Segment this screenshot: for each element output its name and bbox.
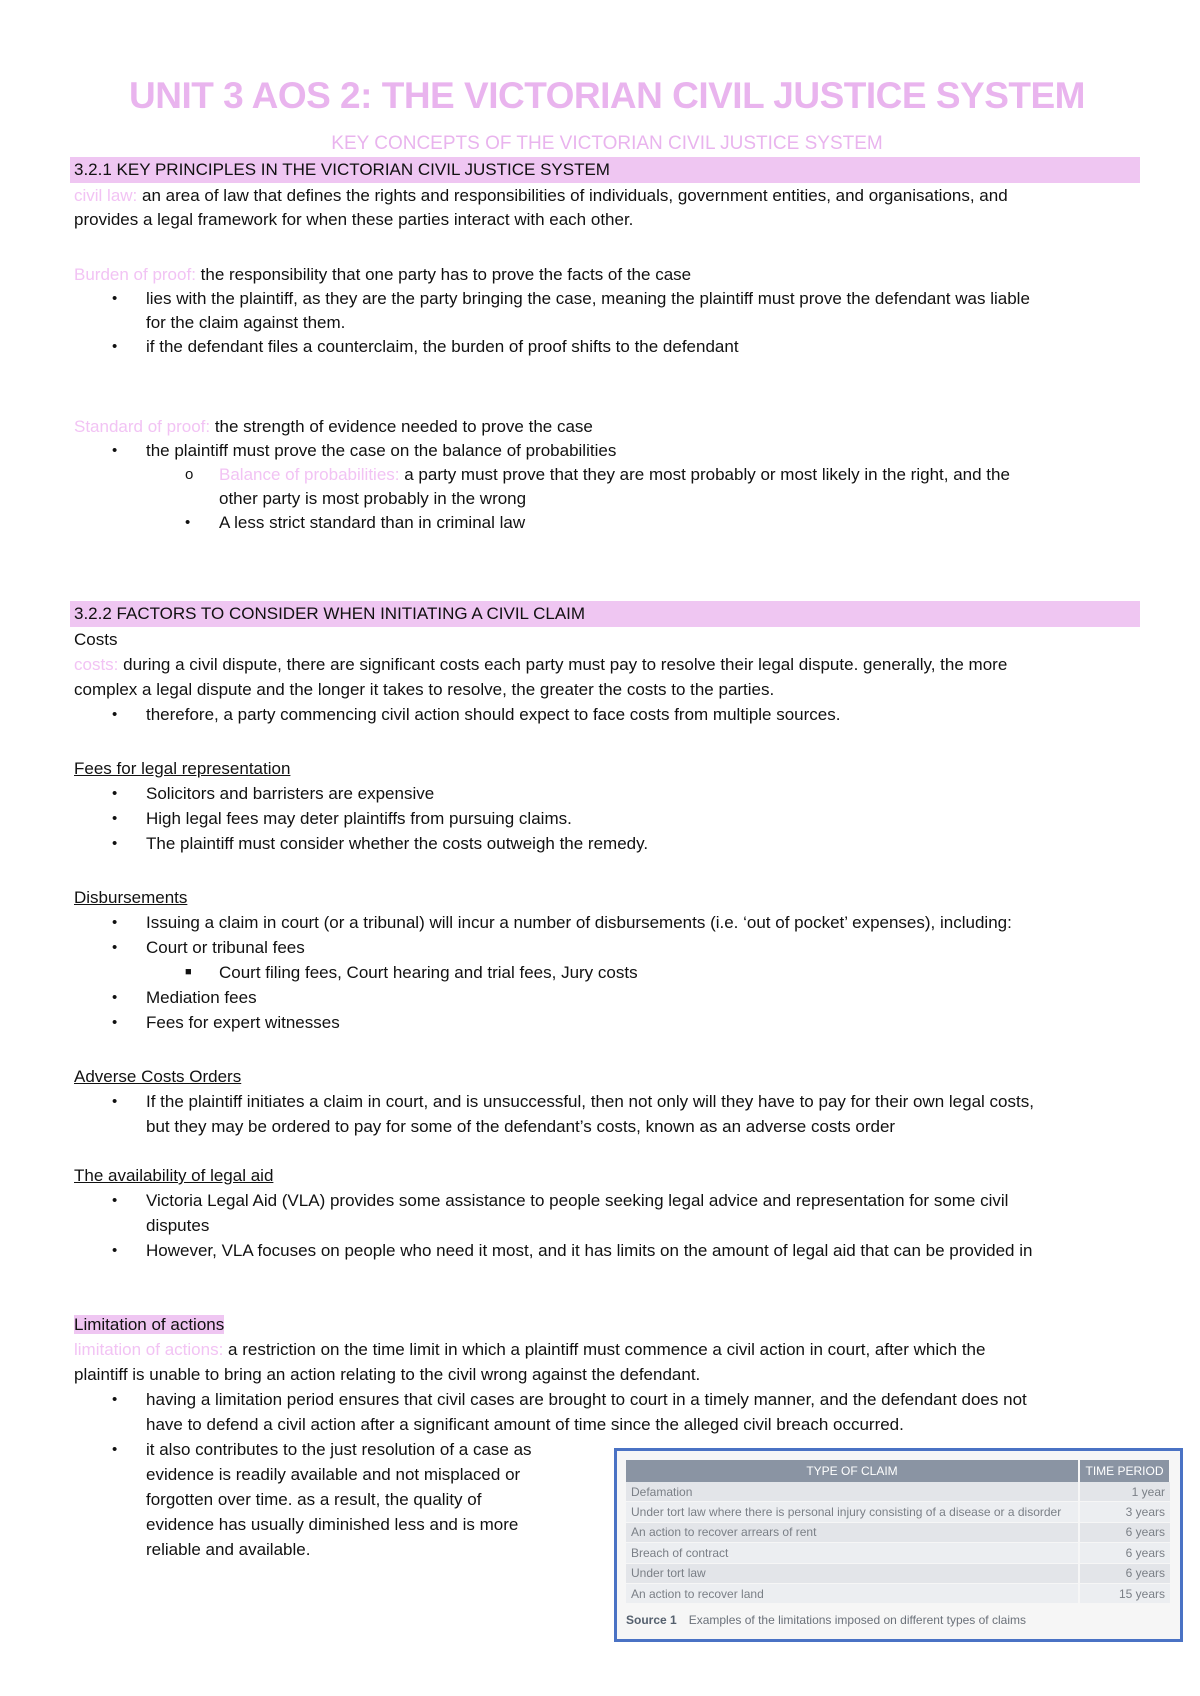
circle-bullet-icon: o (185, 466, 194, 483)
list-item: Court or tribunal fees (146, 938, 305, 957)
list-item: However, VLA focuses on people who need it most, and it has limits on the amount of legal aid that can be provided in (146, 1241, 1033, 1260)
period-cell: 1 year (1079, 1482, 1170, 1502)
table-source-caption (626, 1613, 1026, 1627)
list-item: If the plaintiff initiates a claim in court, and is unsuccessful, then not only will they have to pay for their own legal costs, (146, 1092, 1034, 1111)
list-item-cont: for the claim against them. (146, 313, 346, 332)
list-item: Issuing a claim in court (or a tribunal) will incur a number of disbursements (i.e. ‘out of pocket’ expenses), including: (146, 913, 1012, 932)
civil-law-definition (74, 183, 1008, 208)
bullet-icon: • (112, 785, 118, 802)
bullet-icon: • (112, 290, 118, 307)
costs-definition (74, 652, 1007, 677)
bullet-icon: • (112, 1192, 118, 1209)
list-item: lies with the plaintiff, as they are the party bringing the case, meaning the plaintiff must prove the defendant was liable (146, 289, 1030, 308)
definition-text: during a civil dispute, there are significant costs each party must pay to resolve their legal dispute. generally, the more (118, 655, 1008, 674)
square-bullet-icon: ■ (185, 966, 192, 978)
list-item: if the defendant files a counterclaim, the burden of proof shifts to the defendant (146, 337, 739, 356)
bullet-icon: • (185, 514, 191, 531)
term-limitation-of-actions: limitation of actions: (74, 1340, 224, 1359)
list-item: Fees for expert witnesses (146, 1013, 340, 1032)
table-row (626, 1583, 1170, 1603)
bullet-icon: • (112, 1014, 118, 1031)
table-row (626, 1502, 1170, 1522)
costs-heading: Costs (74, 630, 118, 649)
list-item: having a limitation period ensures that civil cases are brought to court in a timely manner, and the defendant does not (146, 1390, 1027, 1409)
bullet-icon: • (112, 914, 118, 931)
claim-cell: Defamation (626, 1482, 1079, 1502)
adverse-costs-heading: Adverse Costs Orders (74, 1067, 242, 1086)
bullet-icon: • (112, 810, 118, 827)
bullet-icon: • (112, 1093, 118, 1110)
definition-text: a restriction on the time limit in which a plaintiff must commence a civil action in court, after which the (223, 1340, 986, 1359)
table-row (626, 1543, 1170, 1563)
list-item: Solicitors and barristers are expensive (146, 784, 435, 803)
definition-text: the responsibility that one party has to prove the facts of the case (195, 265, 692, 284)
section-heading-321: 3.2.1 KEY PRINCIPLES IN THE VICTORIAN CIVIL JUSTICE SYSTEM (70, 157, 1140, 183)
term-costs: costs: (74, 655, 119, 674)
term-burden-of-proof: Burden of proof: (74, 265, 196, 284)
limitation-definition-cont: plaintiff is unable to bring an action relating to the civil wrong against the defendant. (74, 1365, 701, 1384)
claim-cell: Under tort law (626, 1563, 1079, 1583)
claim-cell: An action to recover land (626, 1583, 1079, 1603)
table-row (626, 1563, 1170, 1583)
bullet-icon: • (112, 1441, 118, 1458)
definition-text: the strength of evidence needed to prove the case (210, 417, 593, 436)
list-item-cont: have to defend a civil action after a significant amount of time since the alleged civil breach occurred. (146, 1415, 904, 1434)
civil-law-definition-cont: provides a legal framework for when these parties interact with each other. (74, 210, 634, 229)
burden-of-proof-definition (74, 262, 691, 287)
page-subtitle: KEY CONCEPTS OF THE VICTORIAN CIVIL JUSTICE SYSTEM (331, 133, 883, 154)
section-heading-322: 3.2.2 FACTORS TO CONSIDER WHEN INITIATING A CIVIL CLAIM (70, 601, 1140, 627)
list-item: Mediation fees (146, 988, 257, 1007)
bullet-icon: • (112, 1242, 118, 1259)
list-item: High legal fees may deter plaintiffs from pursuing claims. (146, 809, 572, 828)
list-item-cont: forgotten over time. as a result, the quality of (146, 1490, 482, 1509)
page-title: UNIT 3 AOS 2: THE VICTORIAN CIVIL JUSTICE SYSTEM (129, 75, 1085, 116)
claim-cell: An action to recover arrears of rent (626, 1522, 1079, 1542)
table-row (626, 1522, 1170, 1542)
bullet-icon: • (112, 338, 118, 355)
bullet-icon: • (112, 442, 118, 459)
list-item: it also contributes to the just resolution of a case as (146, 1440, 532, 1459)
list-item: Victoria Legal Aid (VLA) provides some assistance to people seeking legal advice and representation for some civil (146, 1191, 1009, 1210)
list-item-cont: evidence has usually diminished less and is more (146, 1515, 519, 1534)
fees-heading: Fees for legal representation (74, 759, 291, 778)
limitation-definition (74, 1337, 985, 1362)
table-header-row (626, 1460, 1170, 1482)
column-header-type-of-claim: TYPE OF CLAIM (626, 1460, 1079, 1482)
term-standard-of-proof: Standard of proof: (74, 417, 211, 436)
source-text: Examples of the limitations imposed on different types of claims (688, 1613, 1026, 1627)
list-item: Court filing fees, Court hearing and trial fees, Jury costs (219, 963, 638, 982)
definition-text: an area of law that defines the rights and responsibilities of individuals, government entities, and organisations, and (137, 186, 1008, 205)
bullet-icon: • (112, 835, 118, 852)
disbursements-heading: Disbursements (74, 888, 188, 907)
costs-definition-cont: complex a legal dispute and the longer it takes to resolve, the greater the costs to the parties. (74, 680, 775, 699)
list-item-cont: reliable and available. (146, 1540, 311, 1559)
list-item: the plaintiff must prove the case on the balance of probabilities (146, 441, 617, 460)
list-item: A less strict standard than in criminal law (219, 513, 526, 532)
column-header-time-period: TIME PERIOD (1079, 1460, 1170, 1482)
list-item: therefore, a party commencing civil action should expect to face costs from multiple sources. (146, 705, 841, 724)
claim-cell: Under tort law where there is personal injury consisting of a disease or a disorder (626, 1502, 1079, 1522)
limitation-heading (74, 1312, 224, 1337)
bullet-icon: • (112, 989, 118, 1006)
limitation-periods-table-figure (614, 1448, 1183, 1642)
list-item-cont: evidence is readily available and not misplaced or (146, 1465, 521, 1484)
list-item: The plaintiff must consider whether the costs outweigh the remedy. (146, 834, 649, 853)
table-row (626, 1482, 1170, 1502)
limitation-periods-table (626, 1460, 1171, 1604)
balance-of-probabilities-definition (219, 462, 1010, 487)
list-item-cont: but they may be ordered to pay for some of the defendant’s costs, known as an adverse costs order (146, 1117, 896, 1136)
period-cell: 6 years (1079, 1522, 1170, 1542)
definition-text: a party must prove that they are most probably or most likely in the right, and the (399, 465, 1010, 484)
bullet-icon: • (112, 939, 118, 956)
standard-of-proof-definition (74, 414, 593, 439)
list-item-cont: disputes (146, 1216, 210, 1235)
bullet-icon: • (112, 706, 118, 723)
source-label: Source 1 (626, 1613, 677, 1627)
list-item-cont: other party is most probably in the wrong (219, 489, 527, 508)
term-balance-of-probabilities: Balance of probabilities: (219, 465, 400, 484)
bullet-icon: • (112, 1391, 118, 1408)
highlighted-heading: Limitation of actions (74, 1315, 225, 1334)
period-cell: 6 years (1079, 1543, 1170, 1563)
period-cell: 3 years (1079, 1502, 1170, 1522)
period-cell: 15 years (1079, 1583, 1170, 1603)
claim-cell: Breach of contract (626, 1543, 1079, 1563)
term-civil-law: civil law: (74, 186, 138, 205)
legal-aid-heading: The availability of legal aid (74, 1166, 274, 1185)
period-cell: 6 years (1079, 1563, 1170, 1583)
